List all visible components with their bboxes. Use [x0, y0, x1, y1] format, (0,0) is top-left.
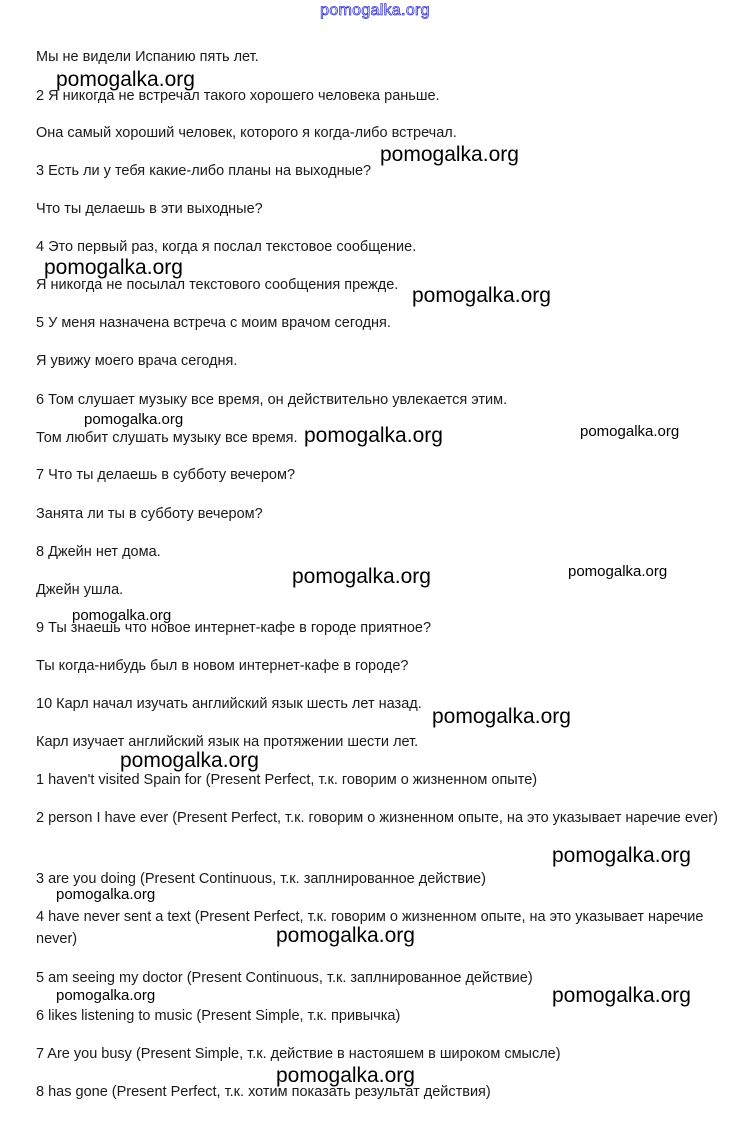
text-line: Карл изучает английский язык на протяжении шести лет.: [36, 734, 419, 750]
watermark: pomogalka.org: [380, 143, 519, 166]
text-line: 7 Are you busy (Present Simple, т.к. действие в настояшем в широком смысле): [36, 1046, 561, 1062]
watermark: pomogalka.org: [72, 607, 172, 624]
watermark: pomogalka.org: [56, 987, 156, 1004]
text-line: Мы не видели Испанию пять лет.: [36, 49, 259, 65]
text-line: 6 Том слушает музыку все время, он действительно увлекается этим.: [36, 392, 508, 408]
header-watermark: pomogalka.org: [320, 2, 430, 19]
text-line: 5 У меня назначена встреча с моим врачом сегодня.: [36, 315, 391, 331]
text-line: Занята ли ты в субботу вечером?: [36, 506, 263, 522]
text-line: 8 has gone (Present Perfect, т.к. хотим показать результат действия): [36, 1084, 491, 1100]
text-line: 4 Это первый раз, когда я послал текстовое сообщение.: [36, 239, 417, 255]
text-line: 8 Джейн нет дома.: [36, 544, 161, 560]
text-line: 7 Что ты делаешь в субботу вечером?: [36, 467, 296, 483]
watermark: pomogalka.org: [276, 1064, 415, 1087]
watermark: pomogalka.org: [120, 749, 259, 772]
text-line: 2 Я никогда не встречал такого хорошего человека раньше.: [36, 88, 440, 104]
text-line: 1 haven't visited Spain for (Present Perfect, т.к. говорим о жизненном опыте): [36, 772, 538, 788]
watermark: pomogalka.org: [412, 284, 551, 307]
text-line: 3 are you doing (Present Continuous, т.к. заплнированное действие): [36, 871, 486, 887]
text-line: 6 likes listening to music (Present Simple, т.к. привычка): [36, 1008, 401, 1024]
watermark: pomogalka.org: [432, 705, 571, 728]
watermark: pomogalka.org: [552, 984, 691, 1007]
watermark: pomogalka.org: [552, 844, 691, 867]
text-line: Том любит слушать музыку все время.: [36, 430, 298, 446]
watermark: pomogalka.org: [568, 563, 668, 580]
watermark: pomogalka.org: [84, 411, 184, 428]
text-line: 3 Есть ли у тебя какие-либо планы на выходные?: [36, 163, 372, 179]
text-line: 2 person I have ever (Present Perfect, т.к. говорим о жизненном опыте, на это указывает наречие ever): [36, 810, 718, 826]
watermark: pomogalka.org: [304, 424, 443, 447]
text-line: Джейн ушла.: [36, 582, 124, 598]
text-line: 5 am seeing my doctor (Present Continuous, т.к. заплнированное действие): [36, 970, 533, 986]
text-line: 9 Ты знаешь что новое интернет-кафе в городе приятное?: [36, 620, 432, 636]
watermark: pomogalka.org: [276, 924, 415, 947]
text-line: Она самый хороший человек, которого я когда-либо встречал.: [36, 125, 457, 141]
watermark: pomogalka.org: [56, 68, 195, 91]
text-line: Ты когда-нибудь был в новом интернет-кафе в городе?: [36, 658, 409, 674]
watermark: pomogalka.org: [56, 886, 156, 903]
watermark: pomogalka.org: [580, 423, 680, 440]
text-line: 10 Карл начал изучать английский язык шесть лет назад.: [36, 696, 422, 712]
watermark: pomogalka.org: [44, 256, 183, 279]
text-line: Я увижу моего врача сегодня.: [36, 353, 238, 369]
text-line: Я никогда не посылал текстового сообщения прежде.: [36, 277, 399, 293]
watermark: pomogalka.org: [292, 565, 431, 588]
text-line: Что ты делаешь в эти выходные?: [36, 201, 263, 217]
text-line: 4 have never sent a text (Present Perfect, т.к. говорим о жизненном опыте, на это указывает наречие never): [36, 909, 704, 947]
